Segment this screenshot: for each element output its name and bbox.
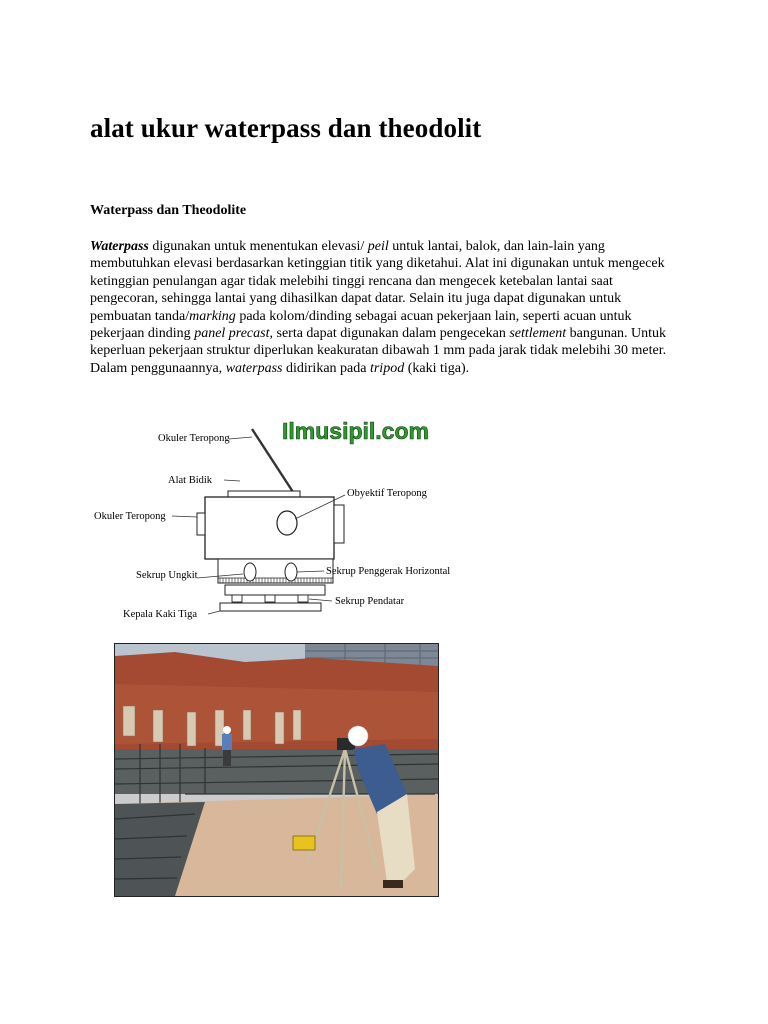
term-peil: peil bbox=[367, 239, 389, 254]
text-run: didirikan pada bbox=[282, 360, 370, 376]
section-subheading: Waterpass dan Theodolite bbox=[90, 203, 247, 218]
label-okuler-side: Okuler Teropong bbox=[94, 511, 166, 522]
text-run: bangunan. Untuk keperluan pekerjaan struktur diperlukan keakuratan dibawah 1 mm pada jarak tidak melebihi 30 meter. Dalam penggunaannya, bbox=[90, 326, 667, 376]
text-run: (kaki tiga). bbox=[404, 360, 470, 376]
label-sekrup-ungkit: Sekrup Ungkit bbox=[136, 570, 198, 581]
text-run: untuk lantai, balok, dan lain-lain yang membutuhkan elevasi berdasarkan ketinggian titik yang diketahui. Alat ini digunakan untuk mengecek ketinggian penulangan agar tidak melebihi tinggi rencana dan mengecek ketebalan lantai saat pengecoran, sehingga lantai yang dihasilkan dapat datar. Selain itu juga dapat digunakan untuk pembuatan tanda/ bbox=[90, 239, 665, 324]
waterpass-diagram bbox=[90, 415, 470, 625]
term-tripod: tripod bbox=[369, 360, 405, 376]
label-alat-bidik: Alat Bidik bbox=[168, 475, 213, 486]
text-run: digunakan untuk menentukan elevasi/ bbox=[148, 239, 368, 254]
term-waterpass: Waterpass bbox=[90, 239, 149, 254]
term-settlement: settlement bbox=[509, 326, 567, 342]
watermark-text: Ilmusipil.com bbox=[282, 418, 429, 444]
page-title: alat ukur waterpass dan theodolit bbox=[90, 113, 482, 143]
term-panel-precast: panel precast bbox=[194, 326, 270, 342]
label-sekrup-pendatar: Sekrup Pendatar bbox=[335, 596, 405, 607]
text-run: , serta dapat digunakan dalam pengecekan bbox=[269, 326, 510, 342]
surveyor-photo-icon bbox=[115, 644, 438, 896]
label-kepala-kaki-tiga: Kepala Kaki Tiga bbox=[123, 609, 198, 620]
site-photo bbox=[114, 643, 439, 897]
label-sekrup-penggerak: Sekrup Penggerak Horizontal bbox=[326, 566, 451, 577]
text-run: pada kolom/dinding sebagai acuan pekerjaan lain, seperti acuan untuk pekerjaan dinding bbox=[90, 308, 632, 342]
term-waterpass-2: waterpass bbox=[225, 360, 283, 376]
instrument-body bbox=[205, 497, 334, 559]
label-obyektif: Obyektif Teropong bbox=[347, 488, 427, 499]
term-marking: marking bbox=[189, 308, 236, 324]
body-paragraph bbox=[90, 238, 680, 377]
label-okuler-top: Okuler Teropong bbox=[158, 433, 230, 444]
